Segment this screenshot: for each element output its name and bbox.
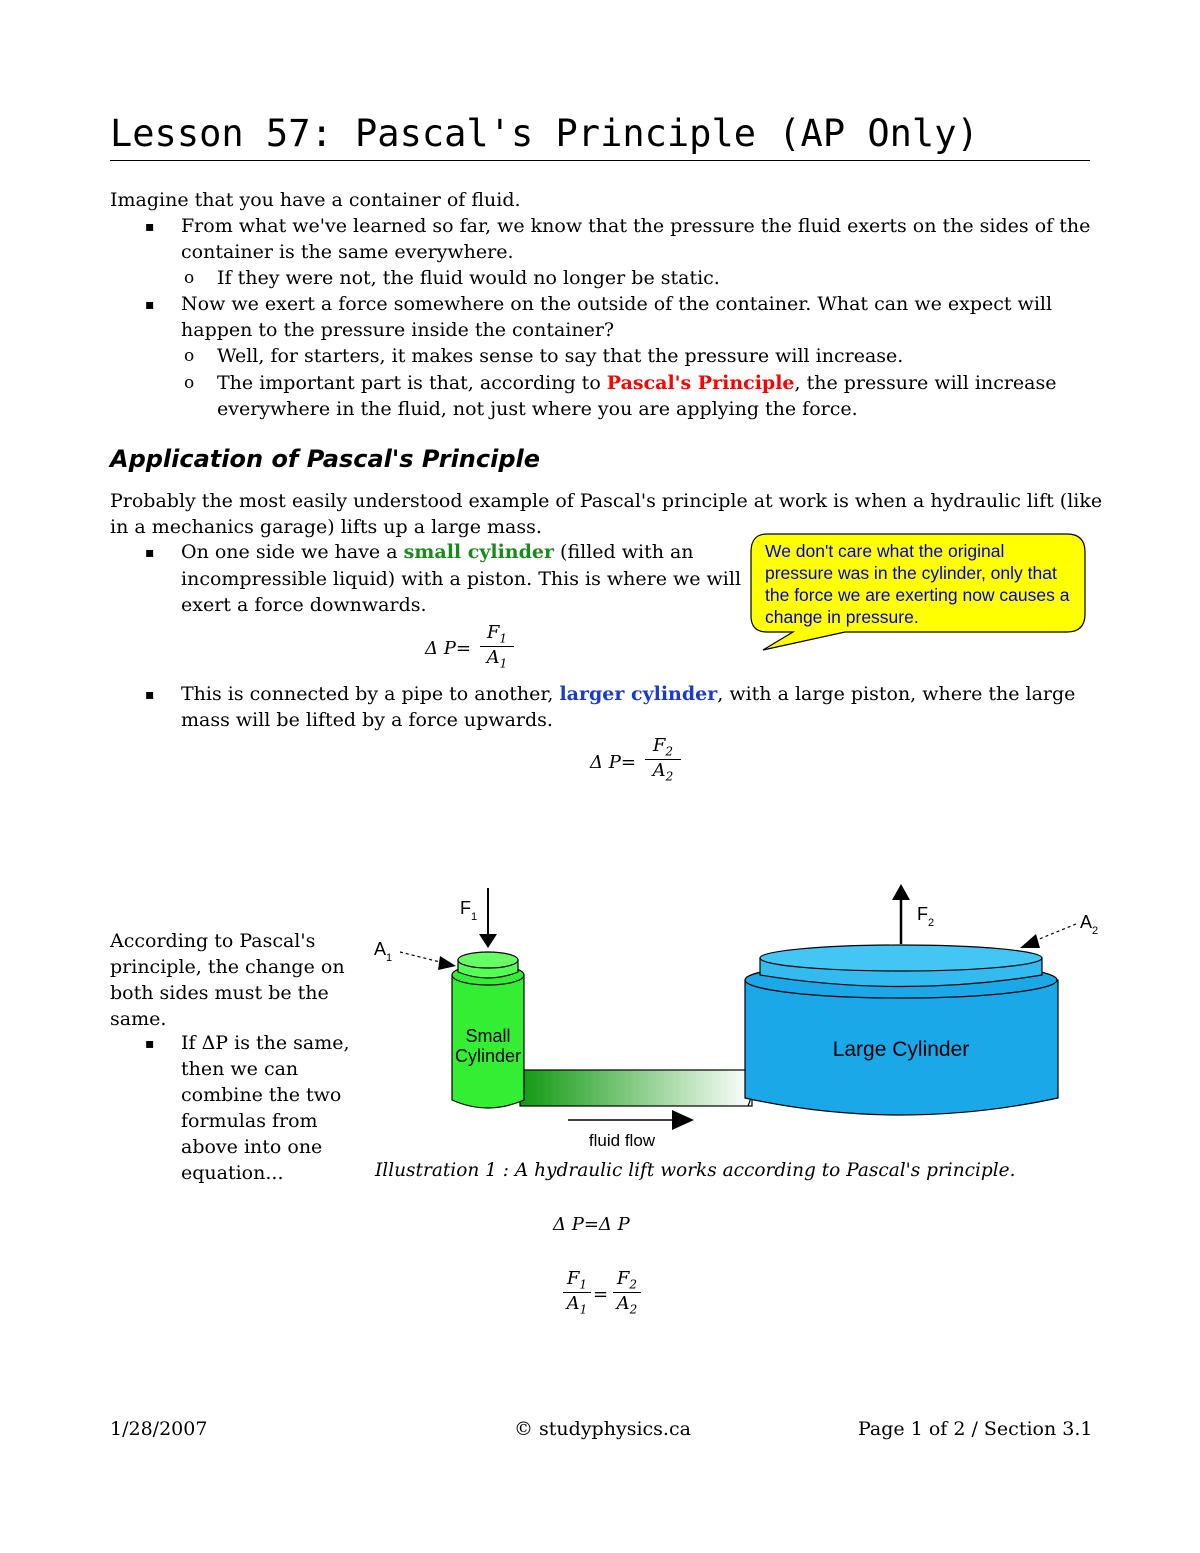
formula-4-equals: = <box>593 1284 609 1305</box>
footer-date: 1/28/2007 <box>110 1418 208 1440</box>
formula-4-left-fraction: $\frac{F_1}{A_1}$ <box>563 1268 591 1316</box>
formula-1-lhs: Δ P= <box>425 638 471 659</box>
fluid-flow-label: fluid flow <box>588 1131 656 1150</box>
small-cylinder-line-3: exert a force downwards. <box>181 594 427 616</box>
small-cylinder-line-2: incompressible liquid) with a piston. This is where we will <box>181 568 742 590</box>
bullet-2-line-2: happen to the pressure inside the container? <box>181 319 615 341</box>
bullet-1-line-2: container is the same everywhere. <box>181 241 514 263</box>
side-text-line-2: principle, the change on <box>110 956 345 978</box>
formula-3: Δ P=Δ P <box>553 1214 630 1235</box>
formula-4-right-fraction: $\frac{F_2}{A_2}$ <box>613 1268 641 1316</box>
larger-cylinder-line-1: This is connected by a pipe to another, larger cylinder, with a large piston, where the large <box>181 683 1076 705</box>
small-cylinder-line-1: On one side we have a small cylinder (filled with an <box>181 541 694 563</box>
side-text-line-4: same. <box>110 1008 167 1030</box>
hydraulic-lift-diagram <box>360 880 1120 1155</box>
f1-label: $F_1$ <box>460 898 478 923</box>
side-bullet-line-4: formulas from <box>181 1110 318 1132</box>
formula-2-lhs: Δ P= <box>590 752 636 773</box>
section-heading: Application of Pascal's Principle <box>110 445 541 473</box>
bullet-2-sub-2: The important part is that, according to Pascal's Principle, the pressure will increase <box>217 372 1057 394</box>
bullet-1-line-1: From what we've learned so far, we know that the pressure the fluid exerts on the sides of the <box>181 215 1091 237</box>
bullet-2-sub-1: Well, for starters, it makes sense to say that the pressure will increase. <box>217 345 904 367</box>
small-cylinder-term: small cylinder <box>403 541 554 563</box>
intro-text: Imagine that you have a container of fluid. <box>110 189 521 211</box>
a2-label: $A_2$ <box>1080 912 1099 937</box>
large-cylinder-label: Large Cylinder <box>832 1038 970 1061</box>
bullet-marker: ▪ <box>145 1036 155 1052</box>
application-line-1: Probably the most easily understood example of Pascal's principle at work is when a hydraulic lift (like <box>110 490 1103 512</box>
small-cylinder-label-1: Small <box>465 1026 511 1046</box>
f2-label: $F_2$ <box>917 904 935 929</box>
small-cylinder-label-2: Cylinder <box>454 1046 522 1066</box>
formula-2-fraction: $\frac{F_2}{A_2}$ <box>645 735 681 783</box>
sub-bullet-marker: o <box>184 268 195 288</box>
bullet-marker: ▪ <box>145 545 155 561</box>
bullet-2-sub-2-line-2: everywhere in the fluid, not just where you are applying the force. <box>217 398 858 420</box>
bullet-marker: ▪ <box>145 297 155 313</box>
sub-bullet-marker: o <box>184 373 195 393</box>
bullet-marker: ▪ <box>145 219 155 235</box>
bullet-marker: ▪ <box>145 687 155 703</box>
formula-1-fraction: $\frac{F_1}{A_1}$ <box>480 622 514 670</box>
side-bullet-line-1: If ΔP is the same, <box>181 1032 350 1054</box>
pascals-principle-term: Pascal's Principle <box>606 372 795 394</box>
callout-text: We don't care what the original pressure was in the cylinder, only that the force we are exerting now causes a change in pressure. <box>765 541 1070 627</box>
larger-cylinder-term: larger cylinder <box>559 683 718 705</box>
side-bullet-line-2: then we can <box>181 1058 299 1080</box>
side-bullet-line-5: above into one <box>181 1136 323 1158</box>
illustration-caption: Illustration 1 : A hydraulic lift works according to Pascal's principle. <box>375 1160 1016 1181</box>
side-text-line-3: both sides must be the <box>110 982 329 1004</box>
sub-bullet-marker: o <box>184 346 195 366</box>
footer-page: Page 1 of 2 / Section 3.1 <box>858 1418 1093 1440</box>
connecting-pipe <box>520 1070 752 1106</box>
footer-site: © studyphysics.ca <box>514 1418 691 1440</box>
page-title: Lesson 57: Pascal's Principle (AP Only) <box>110 110 1090 161</box>
bullet-1-sub-1: If they were not, the fluid would no longer be static. <box>217 267 720 289</box>
application-line-2: in a mechanics garage) lifts up a large mass. <box>110 516 542 538</box>
side-text-line-1: According to Pascal's <box>110 930 316 952</box>
larger-cylinder-line-2: mass will be lifted by a force upwards. <box>181 709 553 731</box>
side-bullet-line-3: combine the two <box>181 1084 342 1106</box>
side-bullet-line-6: equation... <box>181 1162 284 1184</box>
bullet-2-line-1: Now we exert a force somewhere on the outside of the container. What can we expect will <box>181 293 1053 315</box>
a1-label: $A_1$ <box>374 939 393 964</box>
